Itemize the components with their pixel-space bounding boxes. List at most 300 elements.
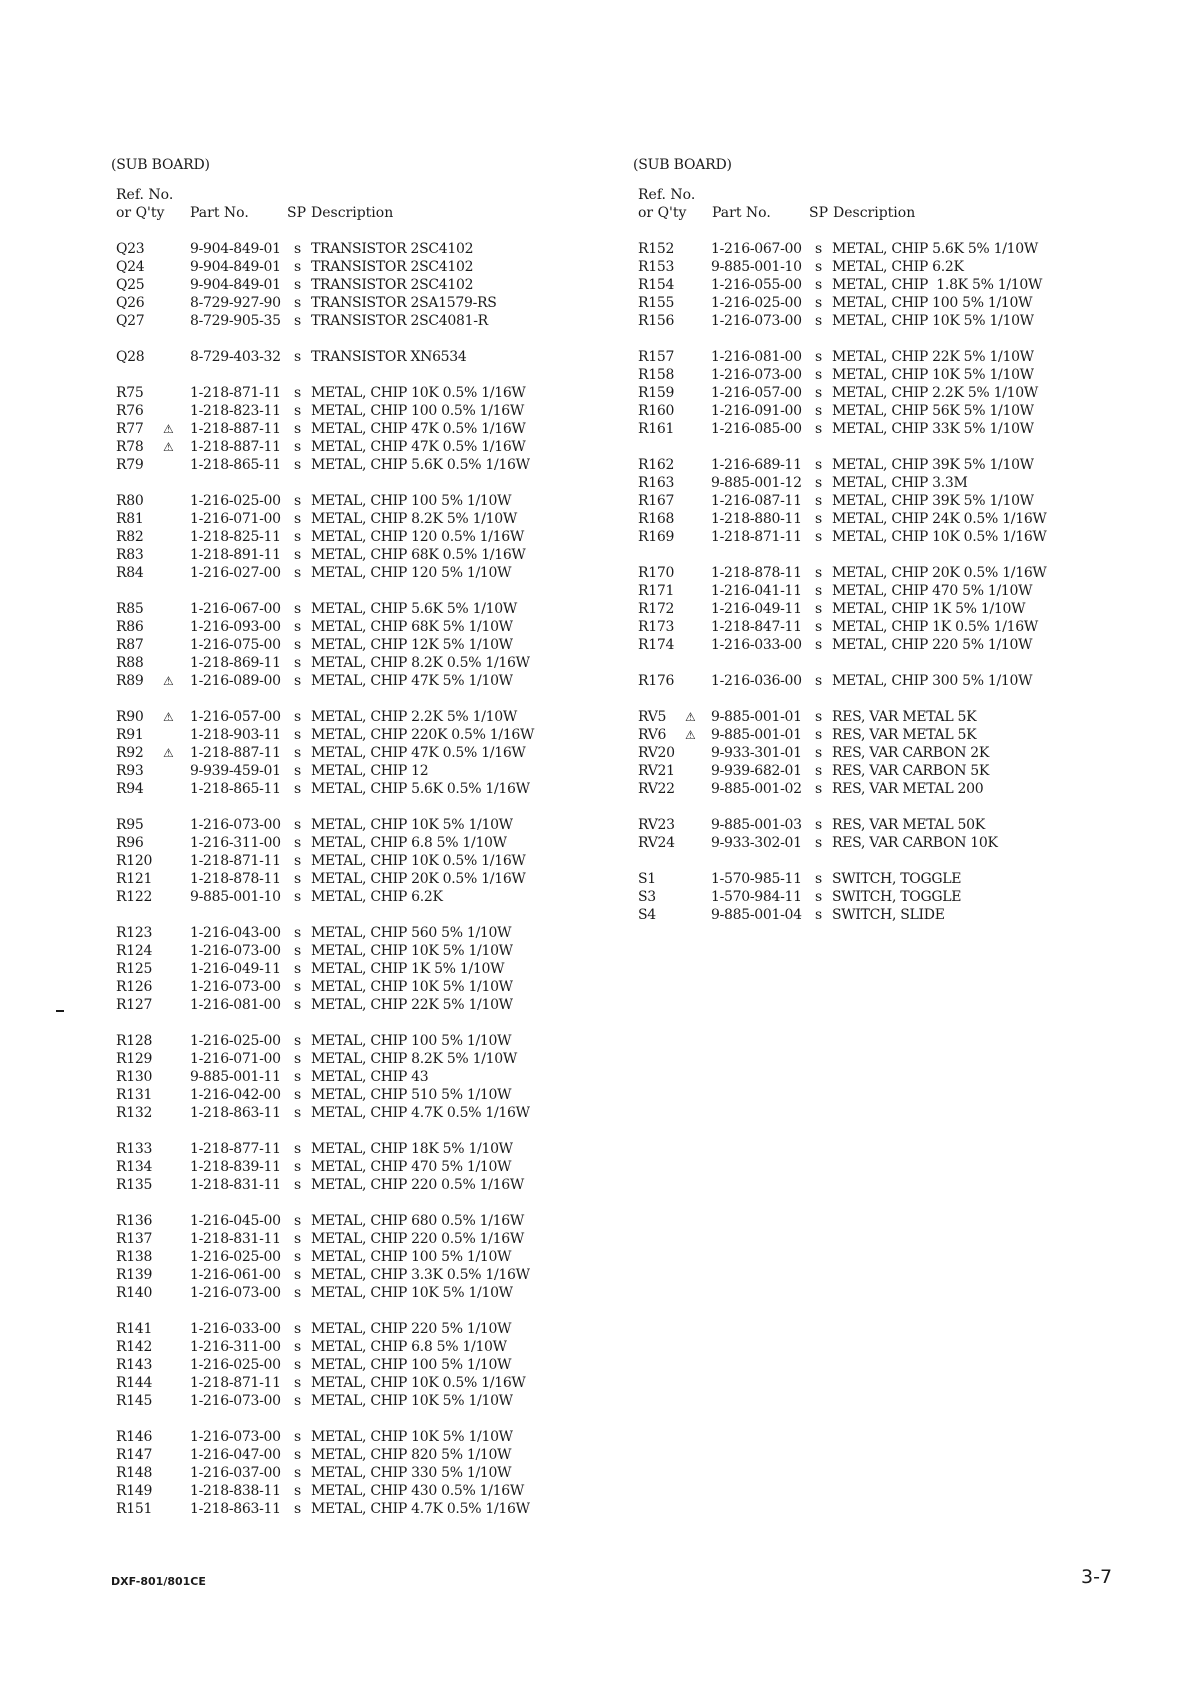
ref-no-cell: R167 [638,493,675,509]
description-cell: METAL, CHIP 820 5% 1/10W [311,1447,512,1463]
part-no-cell: 1-216-047-00 [190,1447,281,1463]
parts-group [111,600,611,690]
part-no-cell: 1-216-061-00 [190,1267,281,1283]
part-no-cell: 9-885-001-02 [711,781,802,797]
description-cell: METAL, CHIP 10K 0.5% 1/16W [311,853,526,869]
ref-no-cell: R174 [638,637,675,653]
parts-group [111,1212,611,1302]
part-no-cell: 1-216-045-00 [190,1213,281,1229]
table-row [111,348,611,366]
part-no-cell: 1-216-025-00 [190,1033,281,1049]
table-row [633,402,1133,420]
safety-mark-icon: ⚠ [163,746,174,760]
description-cell: METAL, CHIP 10K 0.5% 1/16W [311,1375,526,1391]
sp-cell: s [294,1267,301,1283]
table-row [111,1284,611,1302]
part-no-cell: 9-885-001-03 [711,817,802,833]
description-cell: METAL, CHIP 120 0.5% 1/16W [311,529,524,545]
table-row [111,1500,611,1518]
part-no-cell: 1-218-878-11 [711,565,802,581]
part-no-cell: 1-216-073-00 [711,313,802,329]
sp-cell: s [294,547,301,563]
sp-cell: s [294,979,301,995]
sp-cell: s [294,637,301,653]
ref-no-cell: R158 [638,367,675,383]
table-row [633,384,1133,402]
table-row [633,348,1133,366]
description-cell: METAL, CHIP 1K 5% 1/10W [311,961,505,977]
part-no-cell: 1-216-025-00 [711,295,802,311]
ref-no-cell: R136 [116,1213,153,1229]
description-cell: METAL, CHIP 510 5% 1/10W [311,1087,512,1103]
ref-no-cell: R153 [638,259,675,275]
description-cell: METAL, CHIP 120 5% 1/10W [311,565,512,581]
part-no-cell: 1-216-067-00 [190,601,281,617]
description-cell: METAL, CHIP 47K 0.5% 1/16W [311,421,526,437]
ref-no-cell: R90 [116,709,144,725]
table-row [111,834,611,852]
sp-cell: s [815,637,822,653]
sp-cell: s [294,745,301,761]
part-no-cell: 1-216-089-00 [190,673,281,689]
table-row [111,1230,611,1248]
table-row [633,780,1133,798]
sp-cell: s [294,763,301,779]
safety-mark-icon: ⚠ [685,710,696,724]
sp-cell: s [815,871,822,887]
part-no-cell: 1-216-036-00 [711,673,802,689]
sp-cell: s [815,367,822,383]
part-no-cell: 1-218-865-11 [190,457,281,473]
parts-group [111,348,611,366]
sp-cell: s [294,835,301,851]
table-row [111,1266,611,1284]
sp-cell: s [815,313,822,329]
ref-no-cell: R171 [638,583,675,599]
header-qty: or Q'ty [116,205,165,221]
sp-cell: s [815,709,822,725]
part-no-cell: 1-218-880-11 [711,511,802,527]
ref-no-cell: R169 [638,529,675,545]
safety-mark-icon: ⚠ [163,710,174,724]
part-no-cell: 1-218-903-11 [190,727,281,743]
table-row [633,240,1133,258]
part-no-cell: 9-885-001-04 [711,907,802,923]
description-cell: METAL, CHIP 6.8 5% 1/10W [311,1339,507,1355]
description-cell: METAL, CHIP 330 5% 1/10W [311,1465,512,1481]
ref-no-cell: R120 [116,853,153,869]
sp-cell: s [294,241,301,257]
description-cell: METAL, CHIP 470 5% 1/10W [832,583,1033,599]
ref-no-cell: R141 [116,1321,153,1337]
table-row [111,456,611,474]
table-row [111,420,611,438]
header-ref-no: Ref. No. [116,187,174,203]
description-cell: RES, VAR METAL 200 [832,781,984,797]
table-row [633,708,1133,726]
sp-cell: s [294,493,301,509]
table-row [111,312,611,330]
description-cell: METAL, CHIP 8.2K 5% 1/10W [311,511,517,527]
part-no-cell: 8-729-403-32 [190,349,281,365]
ref-no-cell: S4 [638,907,656,923]
description-cell: RES, VAR METAL 5K [832,727,977,743]
ref-no-cell: R126 [116,979,153,995]
ref-no-cell: R137 [116,1231,153,1247]
description-cell: METAL, CHIP 100 5% 1/10W [832,295,1033,311]
parts-group [633,672,1133,690]
description-cell: METAL, CHIP 1K 0.5% 1/16W [832,619,1038,635]
sp-cell: s [294,943,301,959]
table-row [633,672,1133,690]
ref-no-cell: R125 [116,961,153,977]
part-no-cell: 1-216-049-11 [711,601,802,617]
sp-cell: s [294,1393,301,1409]
part-no-cell: 9-933-302-01 [711,835,802,851]
description-cell: METAL, CHIP 2.2K 5% 1/10W [832,385,1038,401]
sp-cell: s [294,655,301,671]
table-row [111,816,611,834]
ref-no-cell: R132 [116,1105,153,1121]
table-row [633,870,1133,888]
sp-cell: s [294,853,301,869]
parts-group [633,456,1133,546]
table-row [111,1140,611,1158]
sp-cell: s [294,925,301,941]
description-cell: METAL, CHIP 10K 5% 1/10W [311,1393,513,1409]
table-row [111,1428,611,1446]
table-row [111,888,611,906]
sp-cell: s [294,1339,301,1355]
table-row [111,1104,611,1122]
description-cell: METAL, CHIP 300 5% 1/10W [832,673,1033,689]
part-no-cell: 1-218-825-11 [190,529,281,545]
description-cell: SWITCH, SLIDE [832,907,945,923]
description-cell: METAL, CHIP 6.2K [832,259,964,275]
part-no-cell: 9-885-001-01 [711,727,802,743]
ref-no-cell: Q23 [116,241,145,257]
description-cell: METAL, CHIP 47K 5% 1/10W [311,673,513,689]
sp-cell: s [294,781,301,797]
description-cell: SWITCH, TOGGLE [832,871,962,887]
description-cell: METAL, CHIP 10K 5% 1/10W [311,817,513,833]
part-no-cell: 1-218-863-11 [190,1105,281,1121]
part-no-cell: 1-218-877-11 [190,1141,281,1157]
section-title: (SUB BOARD) [111,157,210,173]
parts-group [633,816,1133,852]
part-no-cell: 1-216-042-00 [190,1087,281,1103]
parts-group [111,384,611,474]
ref-no-cell: R176 [638,673,675,689]
sp-cell: s [294,1087,301,1103]
part-no-cell: 1-218-839-11 [190,1159,281,1175]
table-row [111,726,611,744]
ref-no-cell: R85 [116,601,144,617]
description-cell: RES, VAR CARBON 10K [832,835,998,851]
ref-no-cell: R88 [116,655,144,671]
ref-no-cell: R127 [116,997,153,1013]
ref-no-cell: S3 [638,889,656,905]
table-row [111,1176,611,1194]
ref-no-cell: R156 [638,313,675,329]
table-row [633,276,1133,294]
sp-cell: s [815,601,822,617]
parts-group [111,1320,611,1410]
description-cell: METAL, CHIP 12K 5% 1/10W [311,637,513,653]
part-no-cell: 1-216-055-00 [711,277,802,293]
ref-no-cell: R154 [638,277,675,293]
parts-group [111,1140,611,1194]
ref-no-cell: R84 [116,565,144,581]
ref-no-cell: R78 [116,439,144,455]
description-cell: METAL, CHIP 100 5% 1/10W [311,1357,512,1373]
description-cell: METAL, CHIP 4.7K 0.5% 1/16W [311,1105,530,1121]
sp-cell: s [815,673,822,689]
table-row [633,906,1133,924]
table-row [111,654,611,672]
ref-no-cell: R79 [116,457,144,473]
description-cell: METAL, CHIP 5.6K 0.5% 1/16W [311,457,530,473]
part-no-cell: 9-885-001-10 [711,259,802,275]
sp-cell: s [294,439,301,455]
ref-no-cell: R159 [638,385,675,401]
part-no-cell: 1-216-057-00 [711,385,802,401]
table-row [111,1086,611,1104]
ref-no-cell: RV24 [638,835,675,851]
description-cell: METAL, CHIP 430 0.5% 1/16W [311,1483,524,1499]
sp-cell: s [815,277,822,293]
ref-no-cell: R143 [116,1357,153,1373]
description-cell: METAL, CHIP 10K 5% 1/10W [311,1285,513,1301]
sp-cell: s [294,511,301,527]
sp-cell: s [294,1249,301,1265]
part-no-cell: 1-216-091-00 [711,403,802,419]
description-cell: METAL, CHIP 56K 5% 1/10W [832,403,1034,419]
ref-no-cell: R83 [116,547,144,563]
description-cell: TRANSISTOR XN6534 [311,349,467,365]
table-row [633,474,1133,492]
footer-page-number: 3-7 [1081,1566,1113,1588]
parts-group [633,564,1133,654]
table-row [633,492,1133,510]
part-no-cell: 1-218-838-11 [190,1483,281,1499]
description-cell: METAL, CHIP 10K 5% 1/10W [832,367,1034,383]
description-cell: METAL, CHIP 220K 0.5% 1/16W [311,727,535,743]
part-no-cell: 1-216-057-00 [190,709,281,725]
description-cell: METAL, CHIP 10K 5% 1/10W [311,979,513,995]
table-row [111,780,611,798]
parts-groups [111,240,611,1518]
table-row [633,294,1133,312]
ref-no-cell: R170 [638,565,675,581]
description-cell: METAL, CHIP 39K 5% 1/10W [832,493,1034,509]
part-no-cell: 1-216-689-11 [711,457,802,473]
safety-mark-icon: ⚠ [685,728,696,742]
sp-cell: s [815,295,822,311]
table-row [111,1356,611,1374]
part-no-cell: 1-218-891-11 [190,547,281,563]
part-no-cell: 1-216-025-00 [190,1357,281,1373]
part-no-cell: 9-885-001-10 [190,889,281,905]
description-cell: METAL, CHIP 43 [311,1069,429,1085]
part-no-cell: 1-218-871-11 [711,529,802,545]
header-sp: SP [809,205,829,221]
description-cell: METAL, CHIP 22K 5% 1/10W [832,349,1034,365]
header-ref-no: Ref. No. [638,187,696,203]
ref-no-cell: R131 [116,1087,153,1103]
part-no-cell: 1-218-871-11 [190,385,281,401]
ref-no-cell: RV20 [638,745,675,761]
table-row [111,564,611,582]
description-cell: METAL, CHIP 2.2K 5% 1/10W [311,709,517,725]
table-row [633,726,1133,744]
description-cell: METAL, CHIP 10K 5% 1/10W [311,943,513,959]
part-no-cell: 1-216-093-00 [190,619,281,635]
ref-no-cell: R130 [116,1069,153,1085]
ref-no-cell: Q27 [116,313,145,329]
table-row [633,582,1133,600]
description-cell: TRANSISTOR 2SC4102 [311,241,474,257]
table-row [111,924,611,942]
part-no-cell: 1-216-081-00 [711,349,802,365]
part-no-cell: 9-939-459-01 [190,763,281,779]
part-no-cell: 1-216-067-00 [711,241,802,257]
description-cell: METAL, CHIP 8.2K 0.5% 1/16W [311,655,530,671]
description-cell: METAL, CHIP 47K 0.5% 1/16W [311,439,526,455]
table-row [111,978,611,996]
header-part-no: Part No. [712,205,771,221]
part-no-cell: 1-218-871-11 [190,853,281,869]
table-row [111,1374,611,1392]
header-description: Description [833,205,916,221]
description-cell: METAL, CHIP 1.8K 5% 1/10W [832,277,1043,293]
sp-cell: s [815,241,822,257]
description-cell: SWITCH, TOGGLE [832,889,962,905]
table-row [633,618,1133,636]
sp-cell: s [294,1159,301,1175]
sp-cell: s [294,817,301,833]
table-row [111,510,611,528]
table-row [111,744,611,762]
sp-cell: s [294,1105,301,1121]
description-cell: METAL, CHIP 1K 5% 1/10W [832,601,1026,617]
part-no-cell: 1-218-878-11 [190,871,281,887]
description-cell: METAL, CHIP 6.8 5% 1/10W [311,835,507,851]
sp-cell: s [815,529,822,545]
table-row [111,240,611,258]
description-cell: METAL, CHIP 220 0.5% 1/16W [311,1231,524,1247]
ref-no-cell: R86 [116,619,144,635]
sp-cell: s [815,475,822,491]
sp-cell: s [294,871,301,887]
ref-no-cell: R134 [116,1159,153,1175]
description-cell: METAL, CHIP 5.6K 5% 1/10W [832,241,1038,257]
part-no-cell: 1-216-071-00 [190,511,281,527]
ref-no-cell: R149 [116,1483,153,1499]
table-row [111,996,611,1014]
ref-no-cell: R95 [116,817,144,833]
description-cell: METAL, CHIP 220 5% 1/10W [311,1321,512,1337]
sp-cell: s [294,1231,301,1247]
ref-no-cell: R142 [116,1339,153,1355]
table-header [633,186,1133,222]
ref-no-cell: R144 [116,1375,153,1391]
sp-cell: s [294,529,301,545]
ref-no-cell: Q26 [116,295,145,311]
sp-cell: s [815,817,822,833]
header-part-no: Part No. [190,205,249,221]
description-cell: METAL, CHIP 22K 5% 1/10W [311,997,513,1013]
part-no-cell: 1-218-865-11 [190,781,281,797]
description-cell: RES, VAR METAL 50K [832,817,985,833]
description-cell: METAL, CHIP 20K 0.5% 1/16W [832,565,1047,581]
table-row [111,1464,611,1482]
sp-cell: s [294,565,301,581]
description-cell: METAL, CHIP 10K 5% 1/10W [832,313,1034,329]
description-cell: METAL, CHIP 220 5% 1/10W [832,637,1033,653]
table-row [111,546,611,564]
parts-group [111,924,611,1014]
table-header [111,186,611,222]
part-no-cell: 9-885-001-12 [711,475,802,491]
table-row [111,384,611,402]
table-row [633,744,1133,762]
description-cell: METAL, CHIP 18K 5% 1/10W [311,1141,513,1157]
sp-cell: s [294,709,301,725]
table-row [111,1446,611,1464]
parts-group [111,492,611,582]
ref-no-cell: R168 [638,511,675,527]
sp-cell: s [815,889,822,905]
table-row [111,672,611,690]
ref-no-cell: R139 [116,1267,153,1283]
table-row [111,1158,611,1176]
ref-no-cell: R89 [116,673,144,689]
ref-no-cell: R133 [116,1141,153,1157]
part-no-cell: 9-933-301-01 [711,745,802,761]
sp-cell: s [294,403,301,419]
parts-list-left-column [111,156,611,1536]
description-cell: METAL, CHIP 100 0.5% 1/16W [311,403,524,419]
description-cell: METAL, CHIP 100 5% 1/10W [311,493,512,509]
table-row [111,1320,611,1338]
sp-cell: s [294,457,301,473]
sp-cell: s [294,295,301,311]
sp-cell: s [815,727,822,743]
safety-mark-icon: ⚠ [163,674,174,688]
part-no-cell: 1-218-887-11 [190,421,281,437]
ref-no-cell: R146 [116,1429,153,1445]
table-row [111,600,611,618]
sp-cell: s [294,277,301,293]
ref-no-cell: R162 [638,457,675,473]
table-row [633,600,1133,618]
sp-cell: s [294,1375,301,1391]
table-row [111,762,611,780]
ref-no-cell: R135 [116,1177,153,1193]
table-row [111,492,611,510]
description-cell: RES, VAR CARBON 2K [832,745,990,761]
table-row [633,258,1133,276]
part-no-cell: 9-904-849-01 [190,277,281,293]
sp-cell: s [294,1177,301,1193]
sp-cell: s [294,601,301,617]
part-no-cell: 1-216-033-00 [711,637,802,653]
sp-cell: s [294,1429,301,1445]
description-cell: METAL, CHIP 12 [311,763,429,779]
description-cell: METAL, CHIP 24K 0.5% 1/16W [832,511,1047,527]
table-row [111,258,611,276]
